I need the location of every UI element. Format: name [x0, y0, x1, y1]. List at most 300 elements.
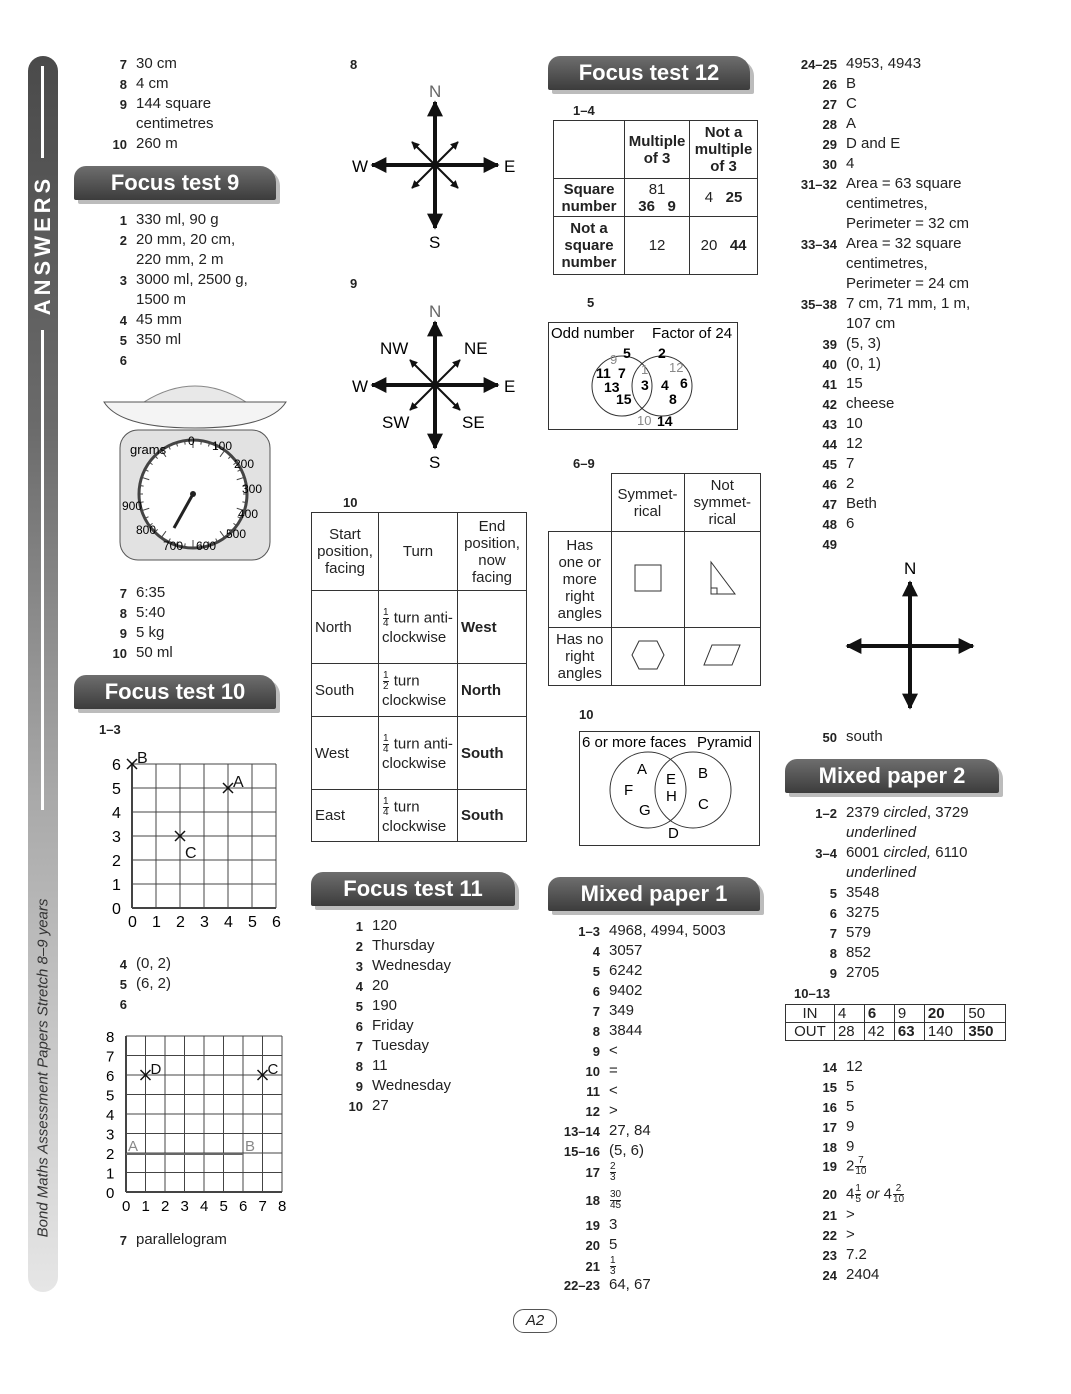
answer-text: 4 cm [136, 75, 169, 92]
io-out-value: 350 [965, 1023, 1006, 1041]
answer-row [822, 1265, 880, 1285]
q-number: 15 [822, 1080, 837, 1095]
q-number: 33–34 [800, 237, 837, 252]
io-out-value: 42 [864, 1023, 894, 1041]
answer-text: south [846, 728, 883, 745]
compass2-ne: NE [464, 339, 488, 358]
denominator: 45 [610, 1200, 622, 1211]
answer-row [592, 961, 643, 981]
scale-tick-400: 400 [238, 507, 259, 521]
answer-text: Area = 63 square [846, 175, 962, 192]
q-number: 12 [585, 1104, 600, 1119]
compass2-w: W [352, 377, 369, 396]
y-tick-label: 2 [106, 1146, 115, 1163]
answer-text: 11 [372, 1057, 388, 1074]
venn2-left-label: 6 or more faces [582, 734, 687, 751]
answer-row [800, 174, 962, 194]
q-number: 21 [822, 1208, 837, 1223]
ft12-q10-label: 10 [579, 707, 594, 722]
hexagon-shape-icon [630, 639, 666, 671]
answer-text: 7 cm, 71 mm, 1 m, [846, 295, 971, 312]
answer-text: 27, 84 [609, 1122, 651, 1139]
q-number: 5 [119, 977, 127, 992]
sym-header-not-symmetrical: Not symmet-rical [684, 474, 761, 532]
x-tick-label: 0 [122, 1198, 131, 1214]
answer-row [822, 1225, 855, 1245]
denominator: 4 [383, 618, 389, 629]
answer-text: 3275 [846, 904, 880, 921]
sym-header-symmetrical: Symmet-rical [611, 474, 684, 532]
compass2-e: E [504, 377, 516, 396]
answer-row [822, 474, 855, 494]
q-number: 7 [119, 1233, 127, 1248]
q-number: 7 [355, 1039, 363, 1054]
point-label: A [128, 1138, 139, 1155]
weighing-scale [100, 378, 290, 564]
x-tick-label: 2 [176, 914, 185, 931]
in-out-table [785, 1004, 1006, 1041]
answer-row [592, 1001, 635, 1021]
answer-text: Wednesday [372, 957, 451, 974]
scale-tick-500: 500 [226, 527, 247, 541]
answer-row [822, 494, 877, 514]
venn1-both-0: 1 [641, 362, 649, 377]
answer-text: 190 [372, 997, 398, 1014]
q-number: 9 [829, 966, 837, 981]
venn2-left-0: A [637, 761, 648, 778]
compass2-se: SE [462, 413, 485, 432]
q-number: 13–14 [563, 1124, 600, 1139]
answer-row [119, 330, 182, 350]
q-number: 2 [355, 939, 363, 954]
turn-text: turn clockwise [382, 672, 447, 709]
answer-text: 7.2 [846, 1246, 867, 1263]
q-number: 9 [119, 97, 127, 112]
y-tick-label: 3 [106, 1126, 115, 1144]
venn1-right-label: Factor of 24 [652, 325, 733, 342]
answer-text: > [846, 1226, 855, 1243]
turn-description [379, 717, 458, 790]
answer-text: 10 [846, 415, 863, 432]
q-number: 5 [119, 333, 127, 348]
carroll-cell-11 [625, 179, 690, 217]
answer-row [846, 274, 969, 294]
numerator: 1 [383, 607, 389, 618]
q8-label: 8 [350, 57, 358, 72]
answer-text: 9 [846, 1138, 855, 1155]
answer-text: 5 kg [136, 624, 165, 641]
compass1-n: N [429, 82, 442, 101]
focus-test-9-banner: Focus test 9 [74, 166, 276, 200]
fraction-answer-row [585, 1189, 622, 1211]
answer-text: Perimeter = 24 cm [846, 275, 969, 292]
answer-text: (6, 2) [136, 975, 172, 992]
answer-text: = [609, 1062, 618, 1079]
answer-text: (0, 1) [846, 355, 882, 372]
sym-row-no-right-angles: Has no right angles [549, 628, 612, 686]
answer-row [136, 250, 224, 270]
compass1-s: S [429, 233, 441, 252]
compass2-n: N [429, 302, 442, 321]
q-number: 10 [112, 137, 127, 152]
answer-text: 220 mm, 2 m [136, 251, 224, 268]
q-number: 14 [822, 1060, 837, 1075]
answer-row [119, 954, 172, 974]
answer-row [800, 54, 922, 74]
mp2-q20 [822, 1183, 905, 1205]
venn1-left-4: 13 [604, 379, 620, 395]
answer-text: 3057 [609, 942, 643, 959]
q10-label: 10 [343, 495, 358, 510]
numerator: 1 [610, 1255, 616, 1266]
numerator: 1 [383, 733, 389, 744]
turn-start: South [312, 664, 379, 717]
answer-row [829, 943, 872, 963]
answer-row [829, 883, 880, 903]
answer-text: 5 [846, 1098, 855, 1115]
q-number: 3 [355, 959, 363, 974]
carroll-cell-11-b: 36 9 [638, 197, 676, 215]
carroll-header-not-multiple: Not a multiple of 3 [690, 121, 758, 179]
x-tick-label: 7 [258, 1198, 267, 1214]
answer-row [119, 623, 165, 643]
answer-text: D and E [846, 135, 901, 152]
fraction [855, 1156, 866, 1177]
answer-text: 4953, 4943 [846, 55, 922, 72]
q-number: 6 [119, 997, 127, 1012]
carroll-row-not-square: Not a square number [554, 217, 625, 275]
answer-row [112, 643, 173, 663]
y-tick-label: 4 [106, 1107, 115, 1124]
q-number: 27 [822, 97, 837, 112]
compass1-e: E [504, 157, 516, 176]
answer-row [585, 1061, 618, 1081]
turn-description [379, 790, 458, 842]
answer-row [136, 290, 186, 310]
sym-cell-square [611, 532, 684, 628]
mixed-number-whole: 4 [846, 1185, 855, 1203]
answer-row [119, 583, 166, 603]
answer-text: < [609, 1082, 618, 1099]
x-tick-label: 2 [161, 1198, 170, 1214]
numerator: 1 [855, 1183, 861, 1194]
sym-cell-parallelogram [684, 628, 761, 686]
q-number: 4 [119, 957, 127, 972]
answer-text: Area = 32 square [846, 235, 962, 252]
q-number: 10 [585, 1064, 600, 1079]
right-triangle-shape-icon [707, 560, 737, 596]
q-number: 9 [119, 626, 127, 641]
coordinate-grid-2 [104, 1024, 294, 1214]
answer-row [136, 114, 214, 134]
mp2-q3-4 [815, 843, 968, 863]
answer-text: 3844 [609, 1022, 643, 1039]
io-out-value: 140 [924, 1023, 965, 1041]
venn2-right-1: C [698, 796, 709, 813]
answer-text: (5, 3) [846, 335, 882, 352]
io-in-value: 50 [965, 1005, 1006, 1023]
answer-row [355, 1076, 451, 1096]
q-number: 21 [585, 1259, 600, 1274]
q-number: 7 [119, 586, 127, 601]
answer-text: Thursday [372, 937, 435, 954]
answer-row [822, 374, 863, 394]
answer-text: cheese [846, 395, 895, 412]
answer-row [578, 921, 726, 941]
q-number: 44 [822, 437, 837, 452]
answer-row [822, 1137, 855, 1157]
answer-text: 852 [846, 944, 872, 961]
q-number: 7 [119, 57, 127, 72]
answer-text: 64, 67 [609, 1276, 651, 1293]
focus-test-11-banner: Focus test 11 [311, 872, 515, 906]
denominator: 3 [610, 1172, 616, 1183]
denominator: 2 [383, 681, 389, 692]
mixed-number-whole-2: 4 [883, 1185, 892, 1203]
compass2-s: S [429, 453, 441, 472]
answer-text: Beth [846, 495, 877, 512]
answer-row [822, 1077, 855, 1097]
answer-row [822, 1205, 855, 1225]
q-number: 49 [822, 537, 837, 552]
answer-text: 20 [372, 977, 389, 994]
answer-text: > [609, 1102, 618, 1119]
answer-text: 2 [846, 475, 855, 492]
answer-row [592, 1021, 643, 1041]
carroll-cell-22 [690, 217, 758, 275]
answer-row [846, 194, 928, 214]
q-number: 22–23 [563, 1278, 600, 1293]
mp2-q3-4-underlined: underlined [846, 864, 917, 881]
parallelogram-shape-icon [702, 643, 742, 667]
answer-text: 5:40 [136, 604, 166, 621]
turn-end: South [458, 717, 527, 790]
q-number: 35–38 [800, 297, 837, 312]
answer-row [822, 74, 857, 94]
y-tick-label: 5 [112, 781, 121, 798]
q-number: 4 [355, 979, 363, 994]
y-tick-label: 4 [112, 805, 121, 822]
answer-row [822, 1117, 855, 1137]
mp2-q1-2-value: 2379 [846, 804, 880, 821]
carroll-cell-21: 12 [625, 217, 690, 275]
numerator: 7 [855, 1156, 866, 1167]
answer-text: C [846, 95, 857, 112]
x-tick-label: 3 [180, 1198, 189, 1214]
x-tick-label: 6 [239, 1198, 248, 1214]
x-tick-label: 8 [278, 1198, 287, 1214]
answer-text: (5, 6) [609, 1142, 645, 1159]
q-number: 1–3 [578, 924, 600, 939]
answer-row [846, 254, 928, 274]
mp2-q1-2 [815, 803, 969, 823]
y-tick-label: 1 [106, 1165, 115, 1183]
answer-row [355, 996, 398, 1016]
answer-row [822, 134, 901, 154]
y-tick-label: 6 [106, 1068, 115, 1085]
q-number: 17 [822, 1120, 837, 1135]
q-number: 1–2 [815, 806, 837, 821]
venn1-outside-1: 14 [657, 413, 673, 429]
answer-text: centimetres, [846, 195, 928, 212]
fraction-2 [893, 1184, 904, 1205]
answer-text: 30 cm [136, 55, 177, 72]
numerator: 2 [610, 1161, 616, 1172]
answer-row [822, 514, 855, 534]
q-number: 43 [822, 417, 837, 432]
y-tick-label: 0 [112, 901, 121, 918]
scale-tick-200: 200 [234, 457, 255, 471]
answer-row [355, 976, 389, 996]
q-number: 6 [592, 984, 600, 999]
answer-text: centimetres [136, 115, 214, 132]
carroll-diagram [553, 120, 758, 275]
carroll-cell-22-a: 20 [700, 237, 718, 254]
answer-text: 350 ml [136, 331, 182, 348]
q-number: 40 [822, 357, 837, 372]
answer-text: 3548 [846, 884, 880, 901]
ft12-q6-9-label: 6–9 [573, 456, 595, 471]
turn-description [379, 591, 458, 664]
q-number: 8 [119, 606, 127, 621]
q-number: 8 [355, 1059, 363, 1074]
answer-text: Perimeter = 32 cm [846, 215, 969, 232]
fraction [383, 608, 389, 629]
ft10-q1-3-label: 1–3 [99, 722, 121, 737]
q-number: 3 [119, 273, 127, 288]
io-out-value: 28 [834, 1023, 864, 1041]
answer-text: < [609, 1042, 618, 1059]
answer-text: 5 [609, 1236, 618, 1253]
q-number: 39 [822, 337, 837, 352]
venn1-left-3: 7 [618, 365, 626, 381]
fraction [383, 671, 389, 692]
answer-text: Tuesday [372, 1037, 429, 1054]
turn-start: West [312, 717, 379, 790]
venn2-left-2: G [639, 802, 651, 819]
answer-text: 12 [846, 435, 863, 452]
answer-text: 3 [609, 1216, 618, 1233]
x-tick-label: 4 [200, 1198, 209, 1214]
answer-text: 144 square [136, 95, 212, 112]
point-label: C [185, 845, 197, 862]
answer-text: 15 [846, 375, 863, 392]
numerator: 2 [893, 1184, 904, 1195]
focus-test-10-banner: Focus test 10 [74, 675, 276, 709]
venn1-right-2: 4 [661, 377, 669, 393]
fraction [610, 1190, 621, 1211]
answer-text: > [846, 1206, 855, 1223]
scale-tick-700: 700 [163, 539, 184, 553]
x-tick-label: 4 [224, 914, 233, 931]
mixed-number-whole: 2 [846, 1157, 855, 1175]
q-number: 7 [829, 926, 837, 941]
mp2-q19 [822, 1155, 867, 1177]
q-number: 4 [119, 313, 127, 328]
answer-row [592, 1041, 618, 1061]
q-number: 7 [592, 1004, 600, 1019]
q-number: 42 [822, 397, 837, 412]
venn2-outside-0: D [668, 825, 679, 842]
y-tick-label: 1 [112, 877, 121, 894]
y-tick-label: 7 [106, 1048, 115, 1066]
answer-row [822, 334, 882, 354]
x-tick-label: 1 [152, 914, 161, 931]
answer-text: Friday [372, 1017, 414, 1034]
q-number: 6 [119, 353, 127, 368]
answer-text: 2404 [846, 1266, 880, 1283]
q-number: 16 [822, 1100, 837, 1115]
carroll-cell-12 [690, 179, 758, 217]
mp1-q22-23 [563, 1275, 651, 1295]
side-divider-bottom [41, 330, 44, 810]
answer-text: 330 ml, 90 g [136, 211, 219, 228]
answer-row [585, 1101, 618, 1121]
turn-end: West [458, 591, 527, 664]
q-number: 48 [822, 517, 837, 532]
mp2-q1-2-underlined: underlined [846, 824, 917, 841]
answer-row [822, 434, 863, 454]
answer-text: 12 [846, 1058, 863, 1075]
x-tick-label: 3 [200, 914, 209, 931]
venn1-left-1: 9 [610, 352, 618, 367]
answer-row [119, 230, 236, 250]
denominator: 10 [855, 1166, 867, 1177]
q-number: 20 [585, 1238, 600, 1253]
q-number: 9 [355, 1079, 363, 1094]
denominator: 10 [892, 1194, 905, 1205]
q-number: 17 [585, 1165, 600, 1180]
mp2-q10-13-label: 10–13 [794, 986, 831, 1001]
answer-text: 7 [846, 455, 855, 472]
point-label: B [137, 752, 148, 767]
page-number: A2 [513, 1309, 557, 1333]
coordinate-grid-1 [104, 752, 294, 938]
answer-text: B [846, 75, 857, 92]
venn1-left-5: 15 [616, 391, 632, 407]
answer-row [822, 454, 855, 474]
turn-table-header: Start position, facing [312, 513, 379, 591]
q-number: 5 [829, 886, 837, 901]
ft12-q5-label: 5 [587, 295, 595, 310]
compass-4-point [350, 80, 520, 252]
venn1-left-0: 5 [623, 345, 631, 361]
side-footer-text: Bond Maths Assessment Papers Stretch 8–9 years [34, 898, 52, 1238]
answer-row [592, 941, 643, 961]
answer-text: parallelogram [136, 1231, 227, 1248]
answer-text: 4 [846, 155, 855, 172]
q-number: 24 [822, 1268, 837, 1283]
venn2-right-0: B [698, 765, 709, 782]
q-number: 18 [822, 1140, 837, 1155]
answer-text: A [846, 115, 857, 132]
mp2-q1-2-value2: , 3729 [926, 804, 969, 821]
answer-row [355, 1056, 388, 1076]
fraction [610, 1256, 616, 1277]
mp2-q3-4-cont [846, 863, 916, 883]
io-in-value: 20 [924, 1005, 965, 1023]
denominator: 4 [383, 806, 389, 818]
mp2-q1-2-circled: circled [883, 804, 927, 821]
answer-text: 6:35 [136, 584, 166, 601]
answer-row [119, 974, 172, 994]
venn1-both-1: 3 [641, 377, 649, 393]
answer-row [592, 981, 643, 1001]
answer-row [829, 923, 872, 943]
compass2-nw: NW [380, 339, 409, 358]
point-label: A [233, 774, 244, 791]
q-number: 31–32 [800, 177, 837, 192]
